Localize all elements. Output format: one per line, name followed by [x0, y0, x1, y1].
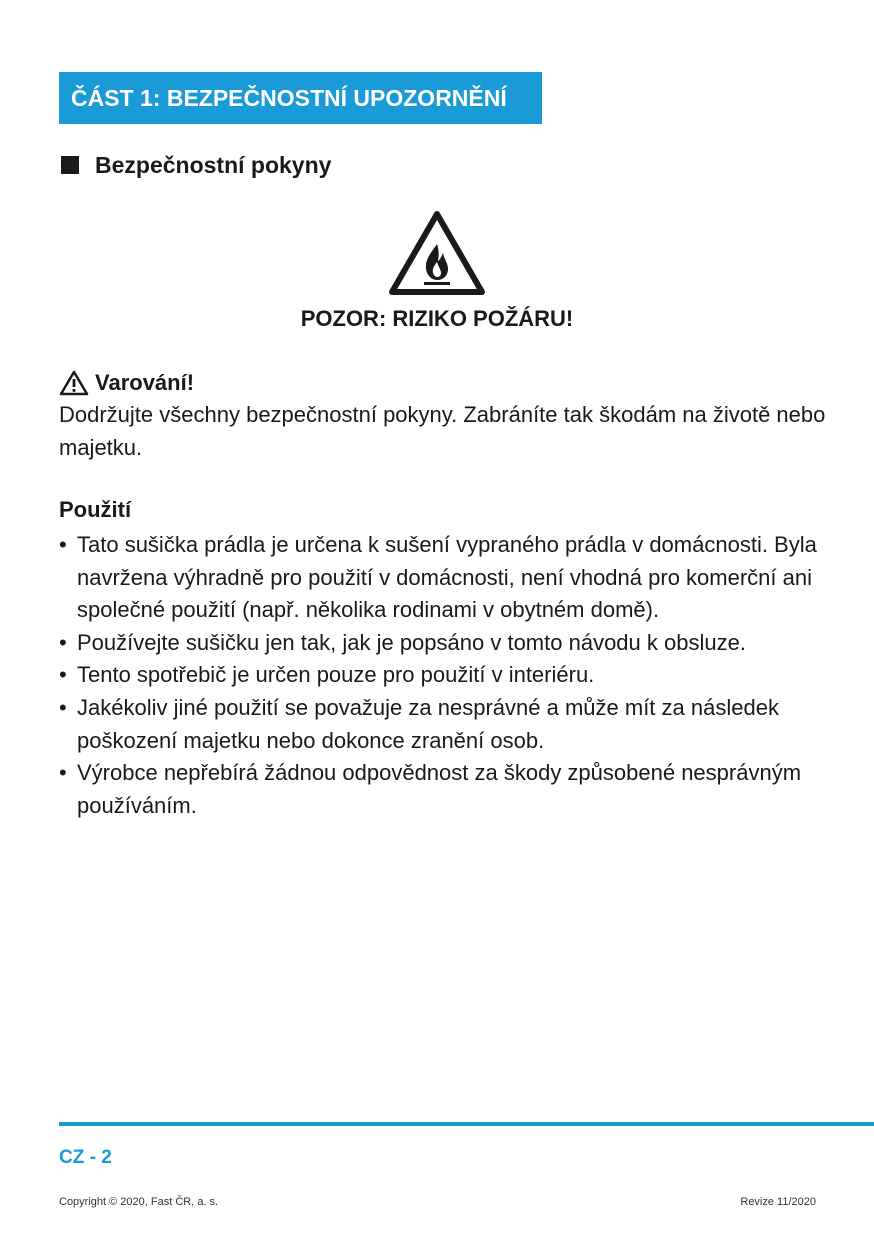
fire-warning-caption: POZOR: RIZIKO POŽÁRU! [300, 306, 574, 331]
footer-divider [59, 1122, 874, 1126]
warning-heading [59, 367, 194, 399]
copyright-text: Copyright © 2020, Fast ČR, a. s. [59, 1196, 219, 1208]
revision-text: Revize 11/2020 [740, 1196, 816, 1208]
usage-heading: Použití [59, 497, 132, 522]
warning-text: Dodržujte všechny bezpečnostní pokyny. Zabráníte tak škodám na životě nebo majetku. [59, 402, 826, 460]
list-item: • Používejte sušičku jen tak, jak je popsáno v tomto návodu k obsluze. [59, 627, 849, 660]
sub-heading-label: Bezpečnostní pokyny [95, 151, 332, 178]
section-header: ČÁST 1: BEZPEČNOSTNÍ UPOZORNĚNÍ [59, 72, 542, 124]
square-bullet-icon [61, 156, 79, 174]
sub-heading [61, 148, 331, 182]
list-item: • Tento spotřebič je určen pouze pro použití v interiéru. [59, 659, 849, 692]
flammable-warning-icon [388, 210, 486, 296]
list-item: • Jakékoliv jiné použití se považuje za nesprávné a může mít za následek poškození majetku nebo dokonce zranění osob. [59, 692, 849, 757]
warning-triangle-icon [59, 370, 89, 396]
usage-list [59, 529, 849, 822]
page-number: CZ - 2 [59, 1147, 112, 1168]
list-item: • Výrobce nepřebírá žádnou odpovědnost za škody způsobené nesprávným používáním. [59, 757, 849, 822]
warning-heading-label: Varování! [95, 370, 195, 395]
list-item: • Tato sušička prádla je určena k sušení vypraného prádla v domácnosti. Byla navržena výhradně pro použití v domácnosti, není vhodná pro komerční ani společné použití (např. několika rodinami v obytném domě). [59, 529, 849, 627]
